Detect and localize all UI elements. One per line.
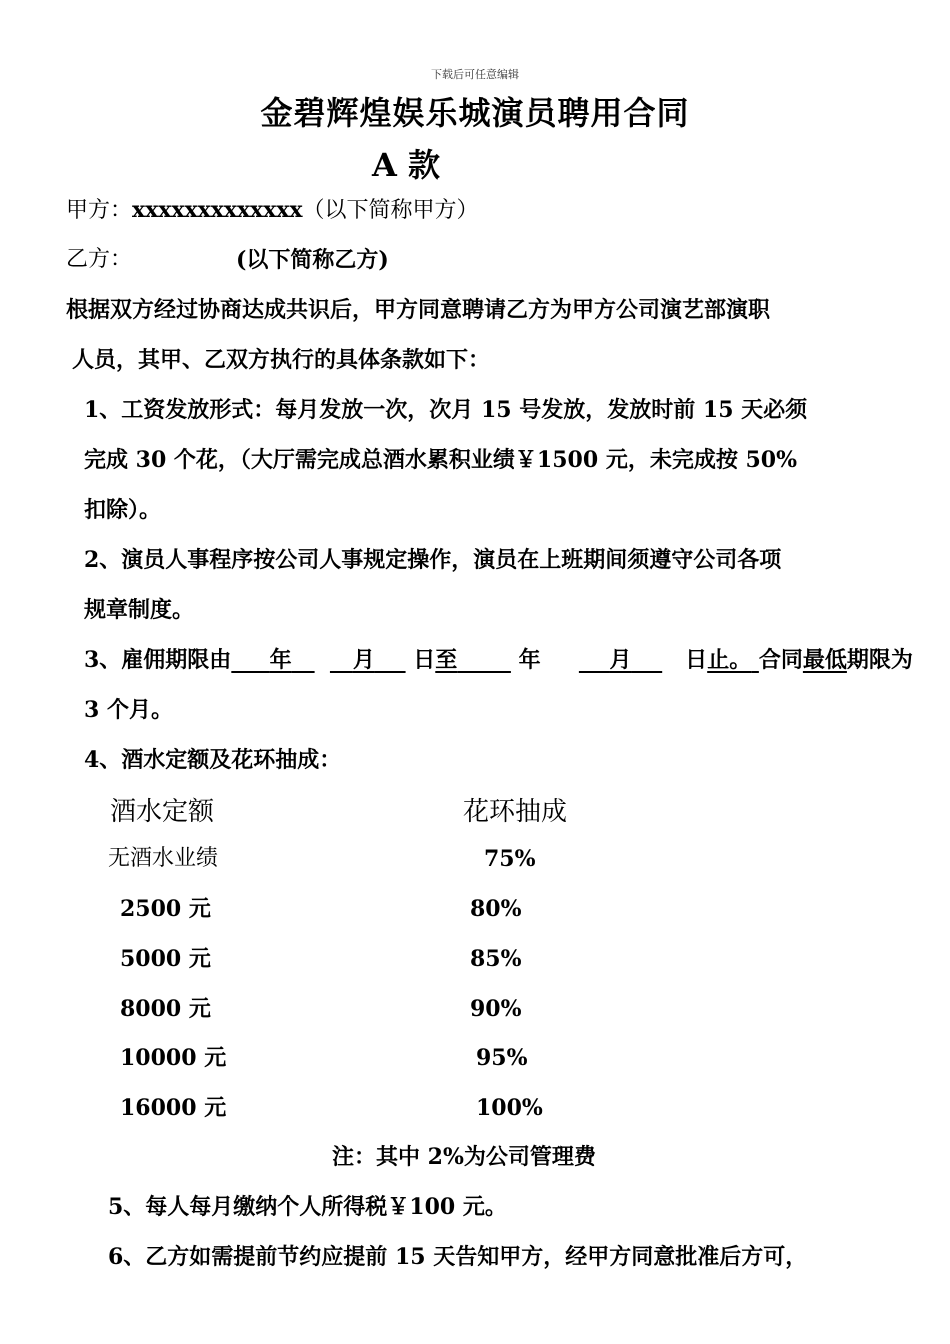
table-row-quota: 10000 元 — [120, 1045, 227, 1071]
clause-6: 6、乙方如需提前节约应提前 15 天告知甲方，经甲方同意批准后方可， — [108, 1244, 808, 1270]
clause-3-prefix: 3、雇佣期限由 — [84, 647, 232, 673]
party-b-note: (以下简称乙方) — [236, 247, 389, 273]
table-row-quota: 无酒水业绩 — [108, 846, 219, 871]
intro-line-2: 人员，其甲、乙双方执行的具体条款如下： — [72, 347, 491, 373]
clause-5: 5、每人每月缴纳个人所得税￥100 元。 — [108, 1194, 507, 1220]
table-note: 注：其中 2%为公司管理费 — [332, 1144, 596, 1170]
clause-1-line-2: 完成 30 个花，（大厅需完成总酒水累积业绩￥1500 元，未完成按 50% — [84, 447, 798, 473]
clause-4-title: 4、酒水定额及花环抽成： — [84, 747, 342, 773]
employment-start-day: 日 — [413, 647, 436, 673]
employment-end-month: 月 — [609, 647, 632, 673]
employment-end-year: 年 — [518, 647, 541, 673]
party-a-label: 甲方： — [66, 198, 133, 223]
contract-word: 合同 — [758, 647, 803, 673]
party-a-name: xxxxxxxxxxxxx — [132, 197, 303, 223]
table-header-rate: 花环抽成 — [463, 797, 568, 827]
document-title: 金碧辉煌娱乐城演员聘用合同 — [260, 94, 690, 132]
party-a-note: （以下简称甲方） — [302, 198, 479, 223]
employment-end-day: 日 — [685, 647, 708, 673]
employment-start-month: 月 — [352, 647, 375, 673]
document-subtitle: A 款 — [372, 146, 440, 184]
table-row-quota: 16000 元 — [120, 1095, 227, 1121]
table-row-rate: 80% — [470, 896, 522, 922]
table-row-rate: 85% — [470, 946, 522, 972]
party-b-label: 乙方： — [66, 247, 133, 272]
employment-to: 至 — [435, 647, 458, 673]
header-note: 下载后可任意编辑 — [431, 68, 519, 81]
table-row-quota: 8000 元 — [120, 996, 211, 1022]
table-header-quota: 酒水定额 — [110, 797, 215, 827]
table-row-rate: 90% — [470, 996, 522, 1022]
minimum-word: 最低 — [802, 647, 847, 673]
table-row-rate: 95% — [476, 1045, 528, 1071]
intro-line-1: 根据双方经过协商达成共识后，甲方同意聘请乙方为甲方公司演艺部演职 — [66, 297, 771, 323]
employment-stop: 止。 — [707, 647, 752, 673]
table-row-rate: 75% — [484, 846, 536, 872]
clause-3-line-2: 3 个月。 — [84, 697, 173, 723]
clause-1-line-3: 扣除）。 — [84, 497, 162, 523]
clause-2-line-2: 规章制度。 — [84, 597, 195, 623]
employment-start-year: 年 — [269, 647, 292, 673]
party-a-line — [66, 195, 479, 226]
clause-3-line-1 — [84, 645, 913, 675]
table-row-quota: 2500 元 — [120, 896, 211, 922]
table-row-rate: 100% — [476, 1095, 543, 1121]
period-word: 期限为 — [846, 647, 913, 673]
clause-2-line-1: 2、演员人事程序按公司人事规定操作，演员在上班期间须遵守公司各项 — [84, 547, 782, 573]
clause-1-line-1: 1、工资发放形式：每月发放一次，次月 15 号发放，发放时前 15 天必须 — [84, 397, 808, 423]
table-row-quota: 5000 元 — [120, 946, 211, 972]
